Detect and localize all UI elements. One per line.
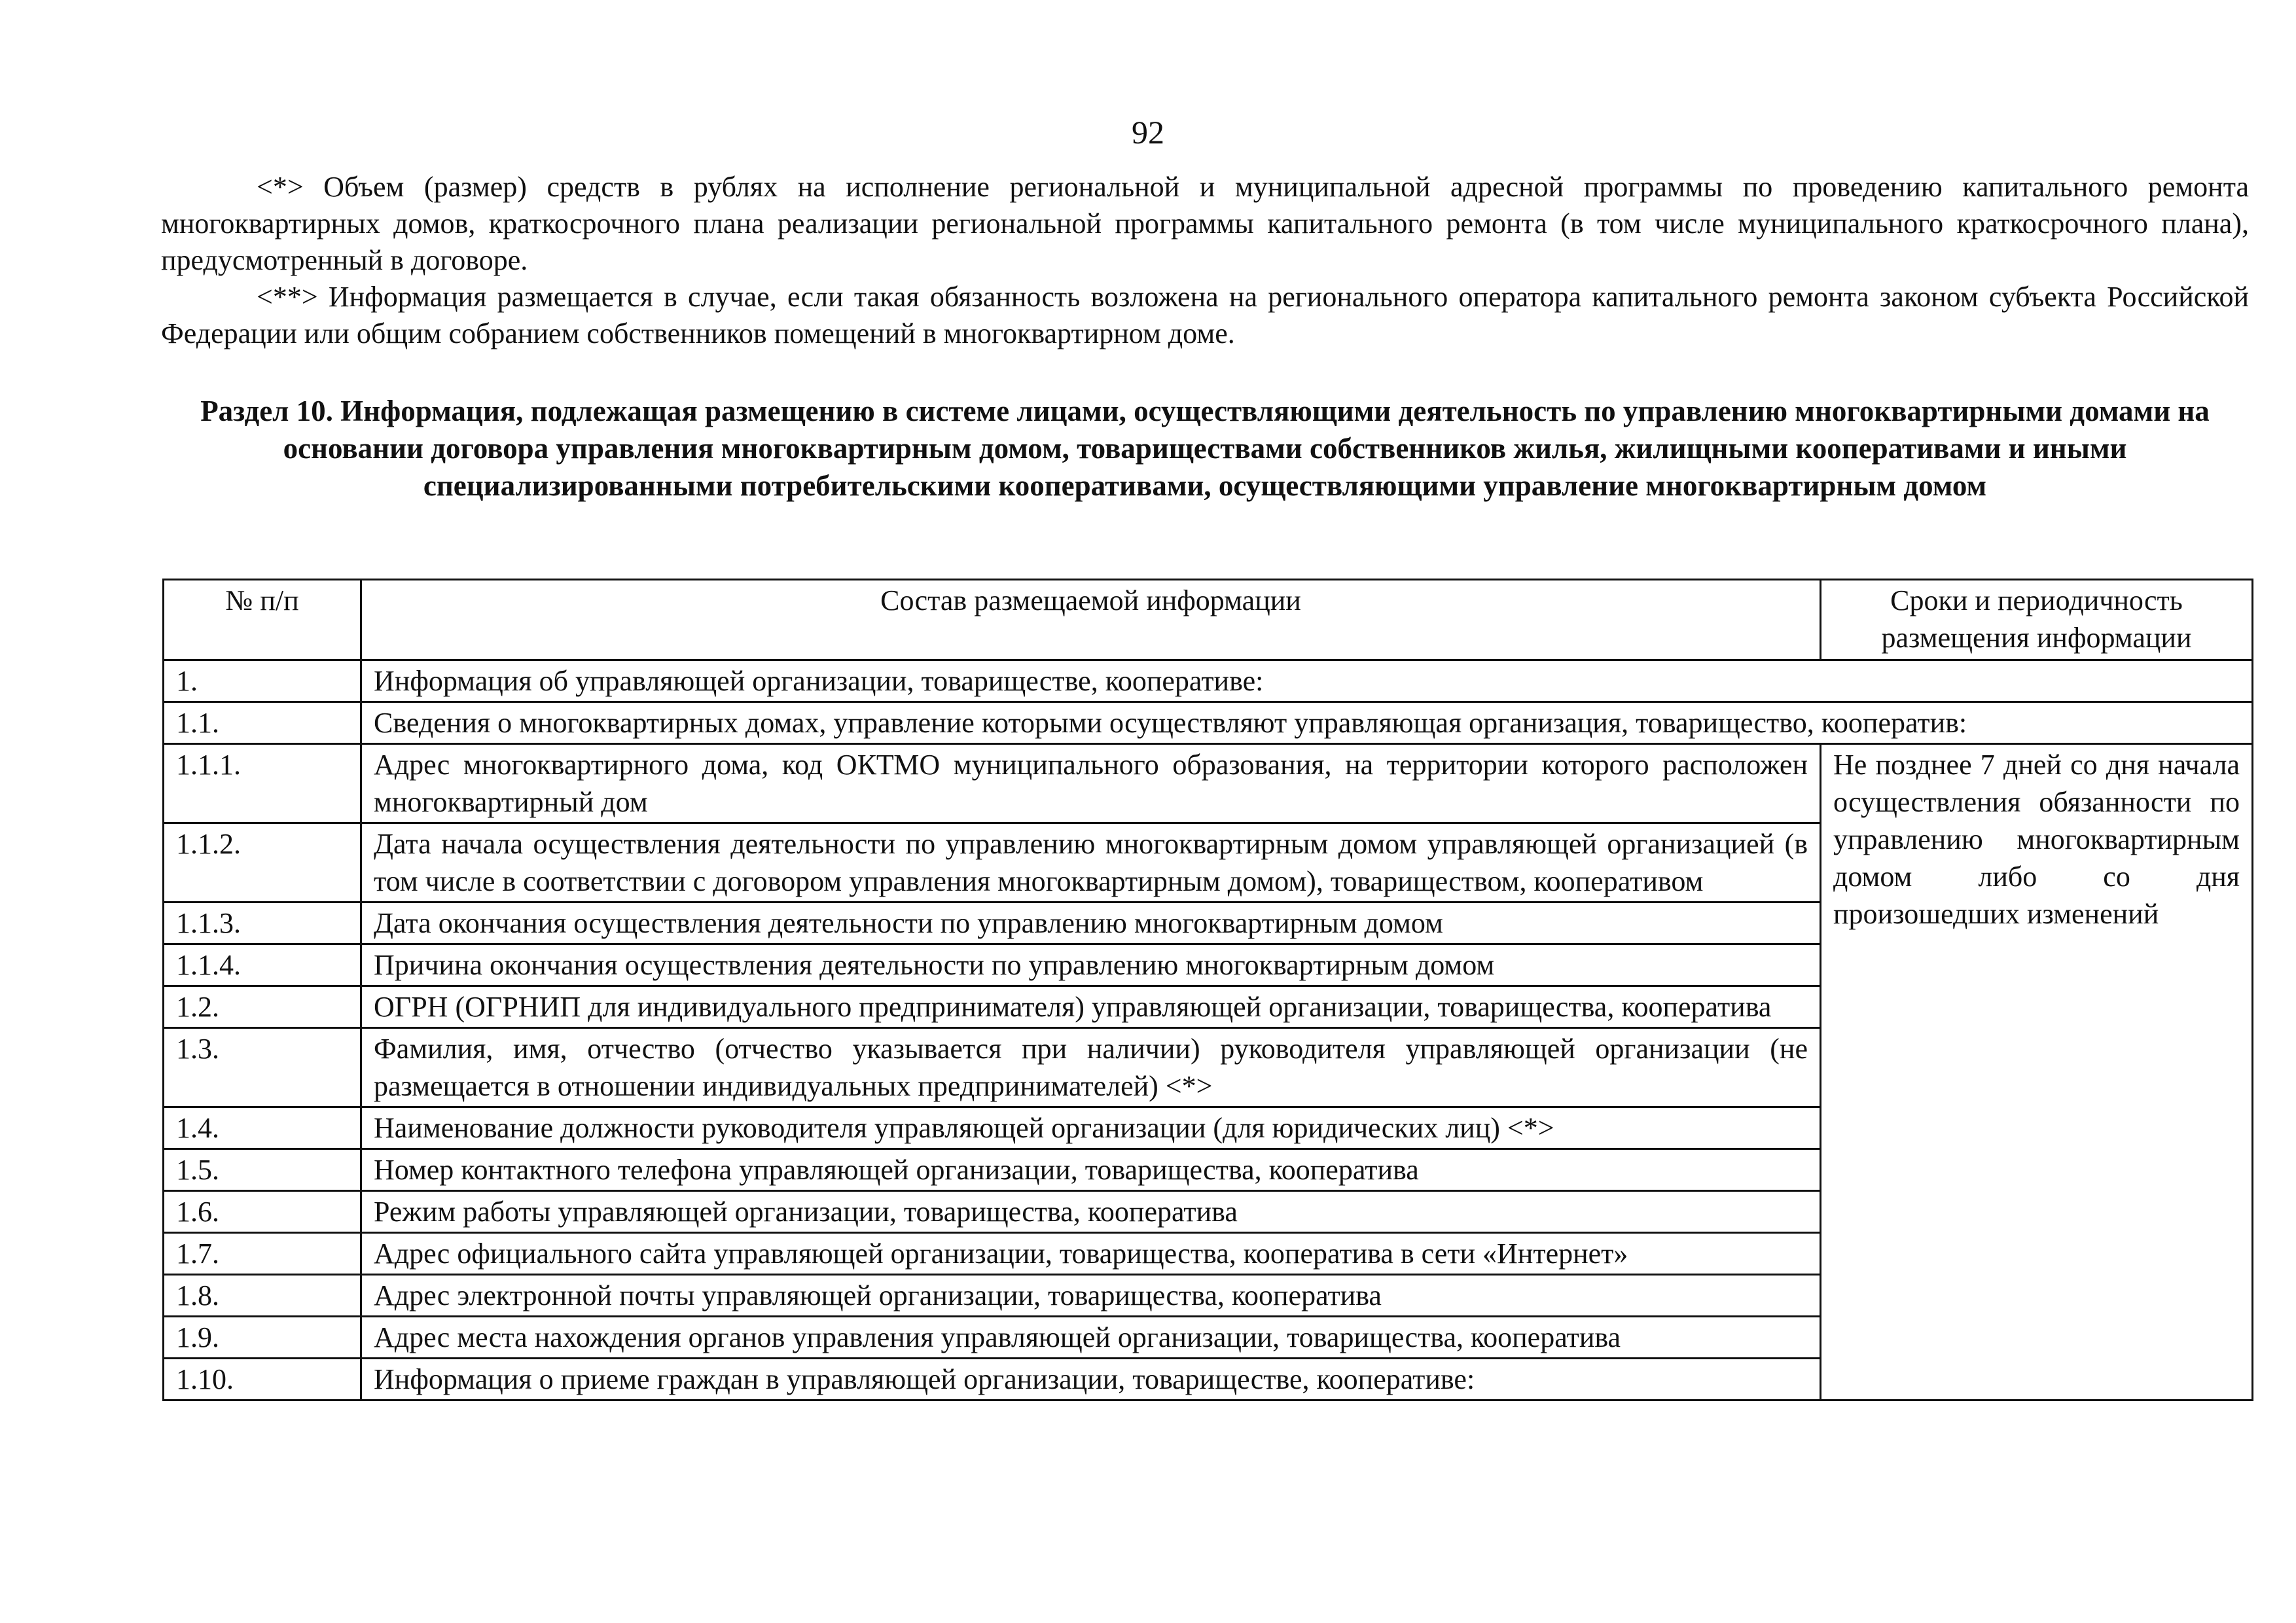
- header-terms: Сроки и периодичность размещения информации: [1821, 580, 2253, 660]
- row-text: Причина окончания осуществления деятельности по управлению многоквартирным домом: [361, 944, 1821, 986]
- row-text: Адрес электронной почты управляющей организации, товарищества, кооператива: [361, 1275, 1821, 1317]
- row-text: Информация о приеме граждан в управляющей организации, товариществе, кооперативе:: [361, 1359, 1821, 1400]
- row-text: Сведения о многоквартирных домах, управление которыми осуществляют управляющая организация, товарищество, кооператив:: [361, 702, 2253, 744]
- term-cell: Не позднее 7 дней со дня начала осуществления обязанности по управлению многоквартирным домом либо со дня произошедших изменений: [1821, 744, 2253, 1400]
- table-row: [164, 702, 2253, 744]
- row-number: 1.1.4.: [164, 944, 361, 986]
- row-text: Дата начала осуществления деятельности по управлению многоквартирным домом управляющей организацией (в том числе в соответствии с договором управления многоквартирным домом), товариществом, кооперативом: [361, 823, 1821, 902]
- row-text: Режим работы управляющей организации, товарищества, кооператива: [361, 1191, 1821, 1233]
- row-number: 1.4.: [164, 1107, 361, 1149]
- row-number: 1.10.: [164, 1359, 361, 1400]
- table-row: [164, 660, 2253, 702]
- row-number: 1.2.: [164, 986, 361, 1028]
- row-number: 1.7.: [164, 1233, 361, 1275]
- row-number: 1.1.: [164, 702, 361, 744]
- row-text: Информация об управляющей организации, товариществе, кооперативе:: [361, 660, 2253, 702]
- row-text: ОГРН (ОГРНИП для индивидуального предпринимателя) управляющей организации, товарищества, кооператива: [361, 986, 1821, 1028]
- row-number: 1.8.: [164, 1275, 361, 1317]
- row-number: 1.: [164, 660, 361, 702]
- footnote-1: <*> Объем (размер) средств в рублях на исполнение региональной и муниципальной адресной программы по проведению капитального ремонта многоквартирных домов, краткосрочного плана реализации региональной программы капитального ремонта (в том числе муниципального краткосрочного плана), предусмотренный в договоре.: [161, 171, 2249, 276]
- row-text: Дата окончания осуществления деятельности по управлению многоквартирным домом: [361, 902, 1821, 944]
- row-text: Номер контактного телефона управляющей организации, товарищества, кооператива: [361, 1149, 1821, 1191]
- header-number: № п/п: [164, 580, 361, 660]
- row-number: 1.3.: [164, 1028, 361, 1107]
- row-text: Наименование должности руководителя управляющей организации (для юридических лиц) <*>: [361, 1107, 1821, 1149]
- footnote-2: <**> Информация размещается в случае, если такая обязанность возложена на регионального оператора капитального ремонта законом субъекта Российской Федерации или общим собранием собственников помещений в многоквартирном доме.: [161, 281, 2249, 349]
- row-text: Адрес многоквартирного дома, код ОКТМО муниципального образования, на территории которого расположен многоквартирный дом: [361, 744, 1821, 823]
- table-header-row: [164, 580, 2253, 660]
- page-number: 92: [1132, 114, 1164, 151]
- header-content: Состав размещаемой информации: [361, 580, 1821, 660]
- row-text: Фамилия, имя, отчество (отчество указывается при наличии) руководителя управляющей организации (не размещается в отношении индивидуальных предпринимателей) <*>: [361, 1028, 1821, 1107]
- table-row: [164, 744, 2253, 823]
- row-number: 1.1.2.: [164, 823, 361, 902]
- row-number: 1.6.: [164, 1191, 361, 1233]
- row-number: 1.5.: [164, 1149, 361, 1191]
- row-number: 1.1.1.: [164, 744, 361, 823]
- row-text: Адрес места нахождения органов управления управляющей организации, товарищества, кооператива: [361, 1317, 1821, 1359]
- row-text: Адрес официального сайта управляющей организации, товарищества, кооператива в сети «Интернет»: [361, 1233, 1821, 1275]
- row-number: 1.1.3.: [164, 902, 361, 944]
- footnotes: [161, 169, 2249, 352]
- info-table: [162, 579, 2253, 1401]
- section-title: Раздел 10. Информация, подлежащая размещению в системе лицами, осуществляющими деятельность по управлению многоквартирными домами на основании договора управления многоквартирным домом, товариществами собственников жилья, жилищными кооперативами и иными специализированными потребительскими кооперативами, осуществляющими управление многоквартирным домом: [200, 395, 2210, 502]
- row-number: 1.9.: [164, 1317, 361, 1359]
